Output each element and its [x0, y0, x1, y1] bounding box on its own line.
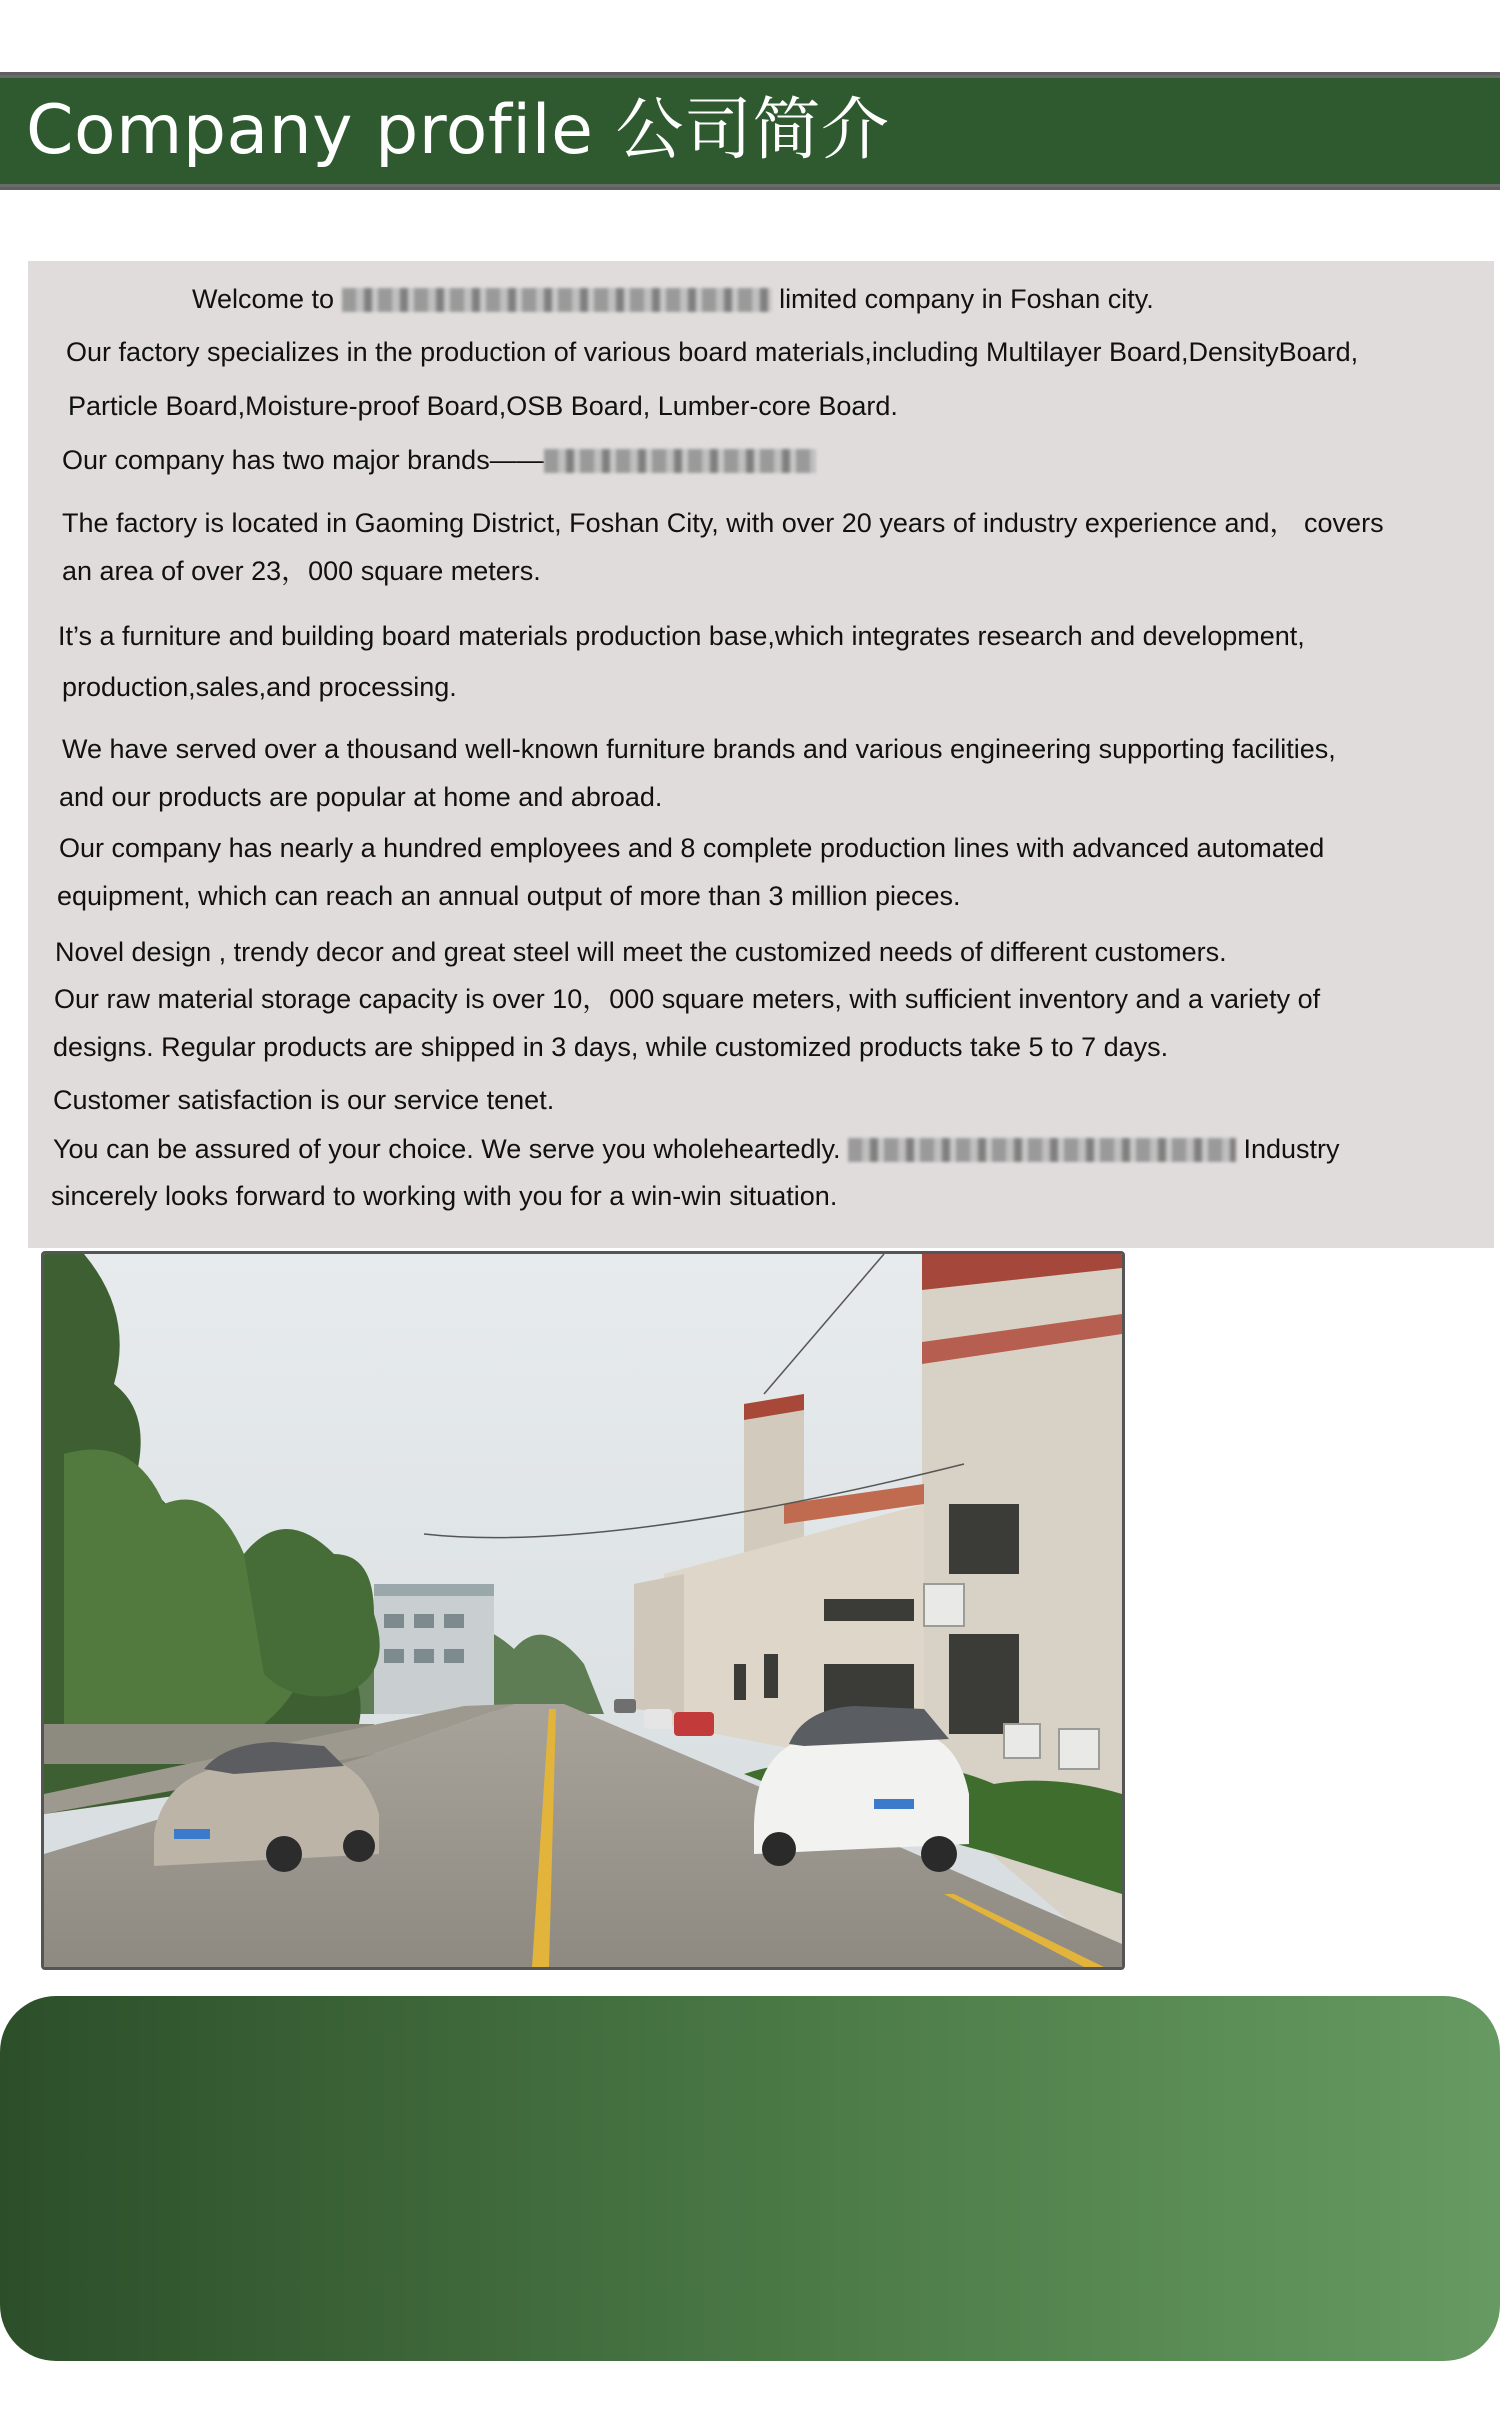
profile-line-9: We have served over a thousand well-known furniture brands and various engineering supporting facilities,	[62, 734, 1336, 764]
factory-street-illustration	[44, 1254, 1122, 1967]
profile-line-6: an area of over 23，000 square meters.	[62, 556, 541, 586]
factory-photo	[41, 1251, 1125, 1970]
profile-line-4	[62, 443, 816, 477]
profile-line-14: Our raw material storage capacity is over 10，000 square meters, with sufficient inventory and a variety of	[54, 984, 1321, 1014]
profile-text: You can be assured of your choice. We serve you wholeheartedly.	[53, 1134, 848, 1164]
company-profile-panel	[28, 261, 1494, 1248]
page-title: Company profile 公司简介	[26, 91, 890, 170]
profile-line-15: designs. Regular products are shipped in 3 days, while customized products take 5 to 7 days.	[53, 1032, 1169, 1062]
redacted-company-short-name	[848, 1138, 1236, 1162]
profile-line-18: sincerely looks forward to working with you for a win-win situation.	[51, 1181, 838, 1211]
profile-line-17	[53, 1132, 1340, 1166]
redacted-company-name	[342, 288, 772, 312]
redacted-brand-names	[544, 449, 816, 473]
profile-line-11: Our company has nearly a hundred employees and 8 complete production lines with advanced automated	[59, 833, 1325, 863]
profile-line-12: equipment, which can reach an annual output of more than 3 million pieces.	[57, 881, 961, 911]
profile-text: Our company has two major brands——	[62, 445, 544, 475]
profile-line-3: Particle Board,Moisture-proof Board,OSB Board, Lumber-core Board.	[68, 391, 898, 421]
profile-line-10: and our products are popular at home and abroad.	[59, 782, 663, 812]
header-banner	[0, 72, 1500, 190]
profile-line-2: Our factory specializes in the production of various board materials,including Multilayer Board,DensityBoard,	[66, 337, 1359, 367]
profile-line-8: production,sales,and processing.	[62, 672, 457, 702]
profile-text: Welcome to	[192, 284, 342, 314]
bottom-green-banner	[0, 1996, 1500, 2361]
profile-text: Industry	[1235, 1134, 1340, 1164]
profile-line-7: It’s a furniture and building board materials production base,which integrates research and development,	[58, 621, 1305, 651]
profile-line-5: The factory is located in Gaoming District, Foshan City, with over 20 years of industry experience and， covers	[62, 508, 1384, 538]
profile-line-13: Novel design , trendy decor and great steel will meet the customized needs of different customers.	[55, 937, 1227, 967]
profile-line-16: Customer satisfaction is our service tenet.	[53, 1085, 555, 1115]
profile-line-1	[192, 282, 1154, 316]
profile-text: limited company in Foshan city.	[771, 284, 1154, 314]
